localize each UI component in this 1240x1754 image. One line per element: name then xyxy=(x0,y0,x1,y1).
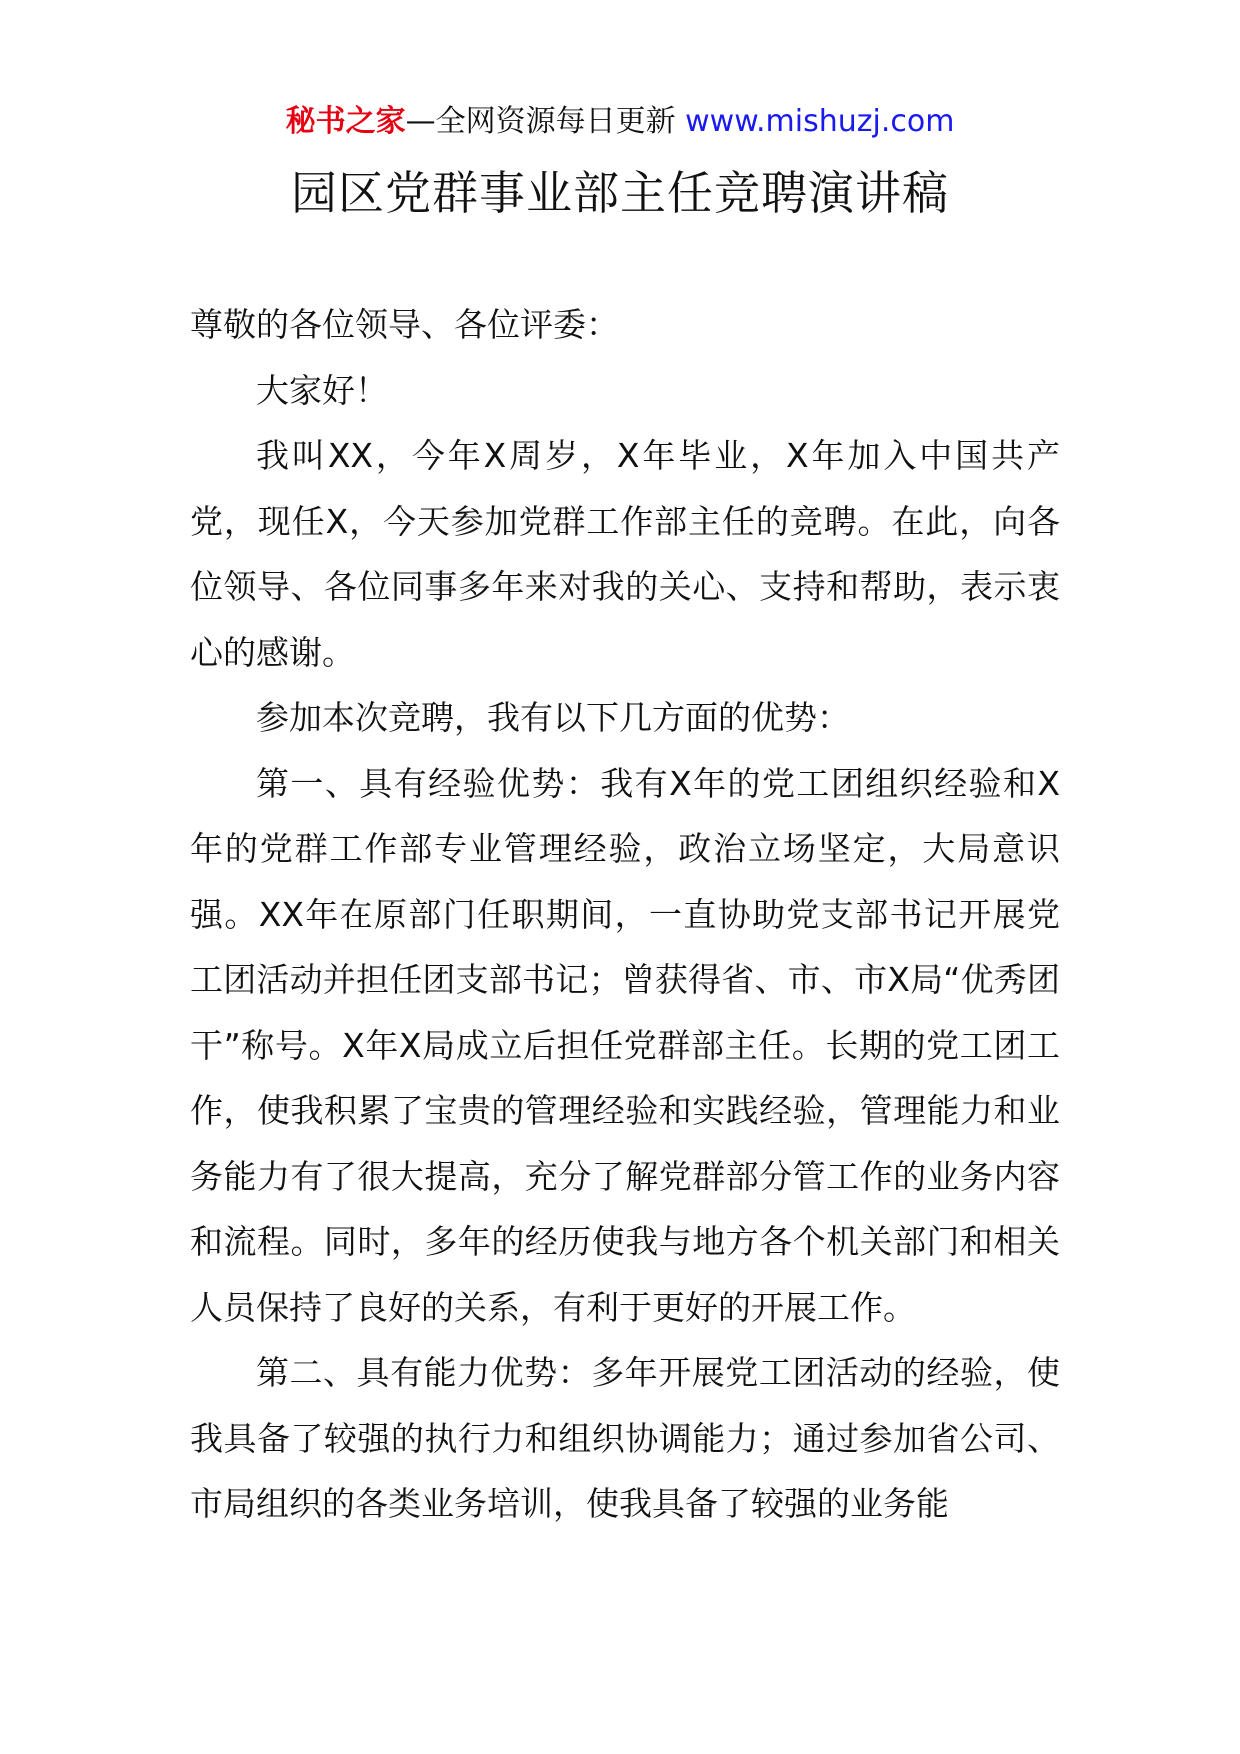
paragraph-introduction: 我叫XX，今年X周岁，X年毕业，X年加入中国共产党，现任X，今天参加党群工作部主任的竞聘。在此，向各位领导、各位同事多年来对我的关心、支持和帮助，表示衷心的感谢。 xyxy=(190,436,1060,672)
paragraph-advantages-intro: 参加本次竞聘，我有以下几方面的优势： xyxy=(256,698,850,737)
site-url: www.mishuzj.com xyxy=(685,104,955,139)
greeting: 大家好！ xyxy=(256,370,388,410)
paragraph-experience-advantage: 第一、具有经验优势：我有X年的党工团组织经验和X年的党群工作部专业管理经验，政治立场坚定，大局意识强。XX年在原部门任职期间，一直协助党支部书记开展党工团活动并担任团支部书记；曾获得省、市、市X局“优秀团干”称号。X年X局成立后担任党群部主任。长期的党工团工作，使我积累了宝贵的管理经验和实践经验，管理能力和业务能力有了很大提高，充分了解党群部分管工作的业务内容和流程。同时，多年的经历使我与地方各个机关部门和相关人员保持了良好的关系，有利于更好的开展工作。 xyxy=(190,763,1060,1327)
header-tagline: —全网资源每日更新 xyxy=(405,104,676,139)
document-title: 园区党群事业部主任竞聘演讲稿 xyxy=(291,166,949,220)
document-body xyxy=(190,292,1060,1537)
site-header xyxy=(0,100,1240,144)
paragraph-ability-advantage: 第二、具有能力优势：多年开展党工团活动的经验，使我具备了较强的执行力和组织协调能力；通过参加省公司、市局组织的各类业务培训，使我具备了较强的业务能 xyxy=(190,1353,1060,1523)
brand-name: 秘书之家 xyxy=(285,104,406,139)
salutation: 尊敬的各位领导、各位评委： xyxy=(190,305,619,344)
